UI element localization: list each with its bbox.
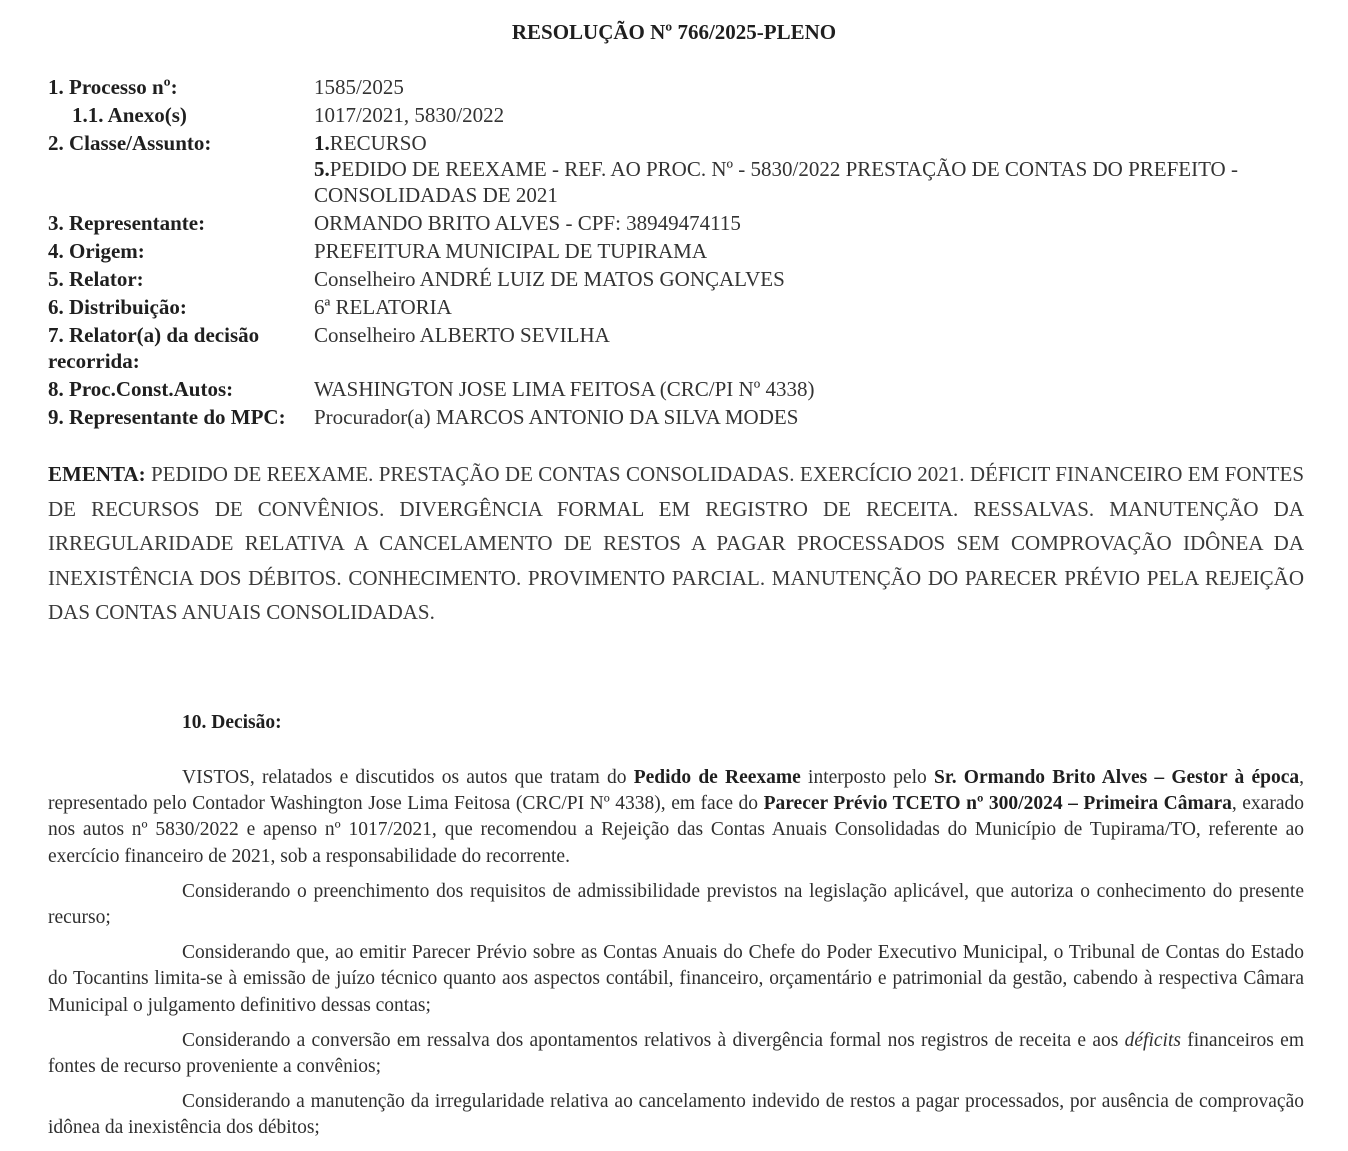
paragraph-vistos [48, 765, 1304, 870]
field-value: Conselheiro ANDRÉ LUIZ DE MATOS GONÇALVES [314, 267, 785, 291]
field-label: 7. Relator(a) da decisão recorrida: [48, 323, 260, 373]
field-relator-decisao-recorrida [48, 322, 1308, 374]
text-run: , exarado nos autos nº 5830/2022 e apenso nº 1017/2021, que recomendou a Rejeição das Contas Anuais Consolidadas do Município de Tupirama/TO, referente ao exercício financeiro de 2021, sob a responsabilidade do recorrente. [48, 793, 1304, 867]
field-value: 1017/2021, 5830/2022 [314, 103, 505, 127]
decisao-heading: 10. Decisão: [182, 712, 282, 733]
bold-run: Parecer Prévio TCETO nº 300/2024 – Primeira Câmara [763, 793, 1232, 815]
classe-line-2 [314, 156, 1308, 208]
field-value: ORMANDO BRITO ALVES - CPF: 38949474115 [314, 211, 741, 235]
text-run: Considerando a conversão em ressalva dos apontamentos relativos à divergência formal nos registros de receita e aos [182, 1029, 1125, 1051]
field-label: 1.1. Anexo(s) [72, 103, 187, 127]
field-classe-assunto [48, 130, 1308, 208]
field-label: 2. Classe/Assunto: [48, 131, 212, 155]
classe-line-1-number: 1. [314, 131, 330, 155]
field-label: 5. Relator: [48, 267, 144, 291]
field-origem [48, 238, 1308, 264]
field-processo [48, 74, 1308, 100]
ementa-paragraph [48, 457, 1304, 630]
paragraph-considerando-admissibilidade: Considerando o preenchimento dos requisitos de admissibilidade previstos na legislação aplicável, que autoriza o conhecimento do presente recurso; [48, 880, 1304, 929]
paragraph-considerando-irregularidade: Considerando a manutenção da irregularidade relativa ao cancelamento indevido de restos a pagar processados, por ausência de comprovação idônea da inexistência dos débitos; [48, 1091, 1304, 1139]
text-run: , representado pelo Contador Washington Jose Lima Feitosa (CRC/PI Nº 4338), em face do [48, 767, 1304, 815]
classe-line-2-text: PEDIDO DE REEXAME - REF. AO PROC. Nº - 5830/2022 PRESTAÇÃO DE CONTAS DO PREFEITO - CONSOLIDADAS DE 2021 [314, 157, 1238, 207]
field-label: 6. Distribuição: [48, 295, 187, 319]
decisao-body [48, 765, 1304, 1151]
resolution-title: RESOLUÇÃO Nº 766/2025-PLENO [511, 20, 837, 44]
field-label: 8. Proc.Const.Autos: [48, 377, 234, 401]
classe-line-2-number: 5. [314, 157, 330, 181]
text-run: financeiros em fontes de recurso proveniente a convênios; [48, 1029, 1305, 1078]
classe-line-1-text: RECURSO [329, 131, 427, 155]
text-run: interposto pelo [800, 767, 934, 788]
classe-line-1 [314, 130, 1308, 156]
field-value: Conselheiro ALBERTO SEVILHA [314, 323, 610, 347]
field-value: Procurador(a) MARCOS ANTONIO DA SILVA MODES [314, 405, 799, 429]
field-anexos [48, 102, 1308, 128]
process-info-fields [48, 74, 1308, 432]
field-label: 1. Processo nº: [48, 75, 178, 99]
paragraph-considerando-parecer: Considerando que, ao emitir Parecer Prévio sobre as Contas Anuais do Chefe do Poder Executivo Municipal, o Tribunal de Contas do Estado do Tocantins limita-se à emissão de juízo técnico quanto aos aspectos contábil, financeiro, orçamentário e patrimonial da gestão, cabendo à respectiva Câmara Municipal o julgamento definitivo dessas contas; [48, 942, 1304, 1016]
ementa-label: EMENTA: [48, 462, 146, 486]
field-value: 1585/2025 [314, 75, 404, 99]
field-label: 3. Representante: [48, 211, 206, 235]
field-relator [48, 266, 1308, 292]
bold-run: Sr. Ormando Brito Alves – Gestor à época [934, 767, 1300, 788]
field-representante [48, 210, 1308, 236]
field-value: PREFEITURA MUNICIPAL DE TUPIRAMA [314, 239, 708, 263]
field-value [314, 130, 1308, 208]
field-value: WASHINGTON JOSE LIMA FEITOSA (CRC/PI Nº 4338) [314, 377, 815, 401]
ementa-text: PEDIDO DE REEXAME. PRESTAÇÃO DE CONTAS CONSOLIDADAS. EXERCÍCIO 2021. DÉFICIT FINANCEIRO EM FONTES DE RECURSOS DE CONVÊNIOS. DIVERGÊNCIA FORMAL EM REGISTRO DE RECEITA. RESSALVAS. MANUTENÇÃO DA IRREGULARIDADE RELATIVA A CANCELAMENTO DE RESTOS A PAGAR PROCESSADOS SEM COMPROVAÇÃO IDÔNEA DA INEXISTÊNCIA DOS DÉBITOS. CONHECIMENTO. PROVIMENTO PARCIAL. MANUTENÇÃO DO PARECER PRÉVIO PELA REJEIÇÃO DAS CONTAS ANUAIS CONSOLIDADAS. [48, 462, 1304, 624]
field-label: 4. Origem: [48, 239, 145, 263]
italic-run: déficits [1124, 1029, 1181, 1051]
text-run: VISTOS, relatados e discutidos os autos que tratam do [182, 767, 634, 788]
field-representante-mpc [48, 404, 1308, 430]
field-proc-const-autos [48, 376, 1308, 402]
paragraph-considerando-ressalva [48, 1028, 1304, 1080]
field-label: 9. Representante do MPC: [48, 405, 286, 429]
field-distribuicao [48, 294, 1308, 320]
field-value: 6ª RELATORIA [314, 295, 452, 319]
bold-run: Pedido de Reexame [633, 767, 801, 788]
